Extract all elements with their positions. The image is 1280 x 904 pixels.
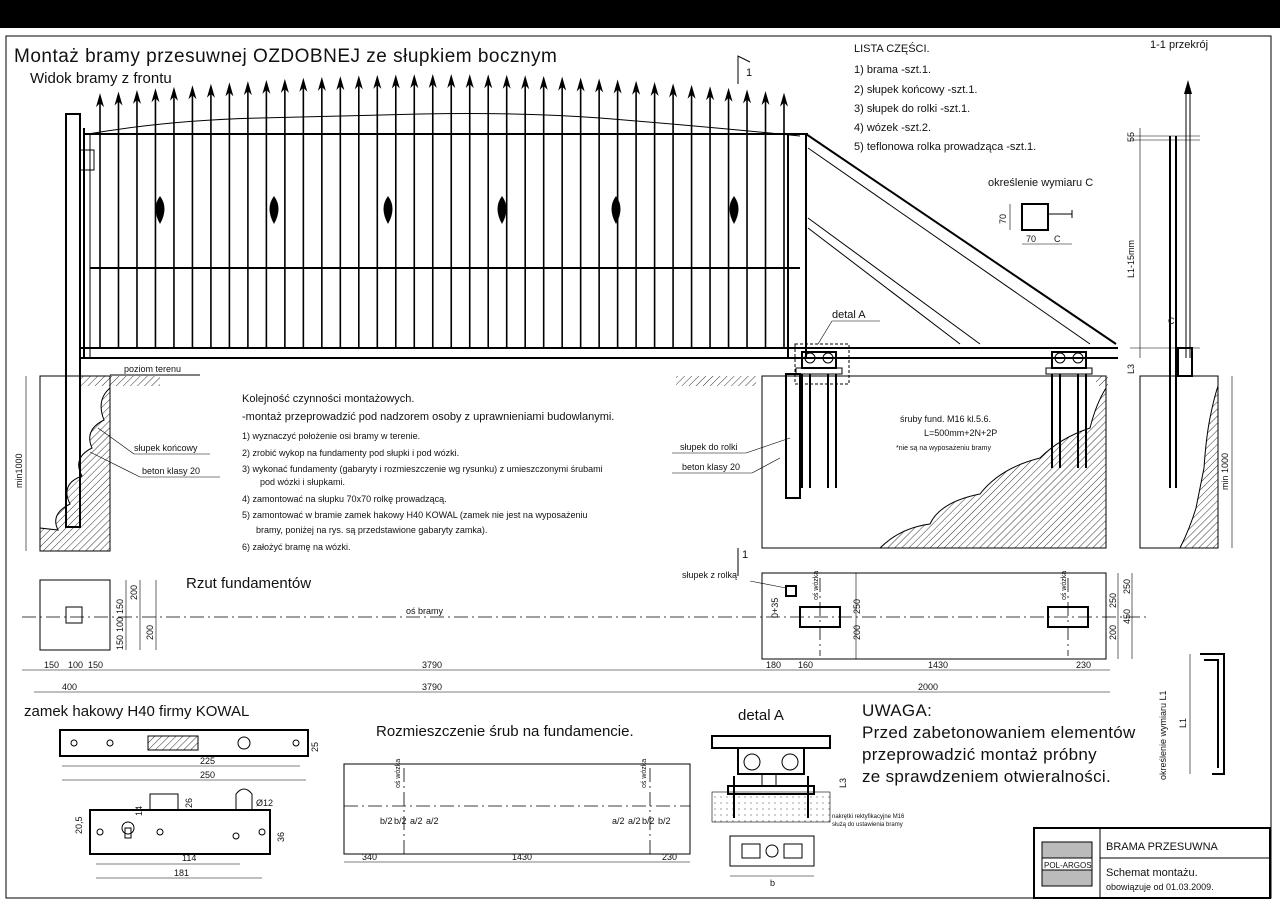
part-5: 5) teflonowa rolka prowadząca -szt.1. [854,141,1037,153]
ornament [730,196,739,224]
foundation-plan [22,570,1150,692]
dim-55: 55 [1126,131,1136,142]
lock-dim-225: 225 [200,756,216,766]
step-6: 6) założyć bramę na wózki. [242,542,351,552]
bolt-axis-1: oś wózka [395,758,402,788]
bolt-dim-0: 340 [362,852,378,862]
ornament [156,196,165,224]
ornament [498,196,507,224]
ornament [270,196,279,224]
dim-mid-v-0: 0+35 [770,597,780,618]
bolt-dim-1: 1430 [512,852,533,862]
step-4: 4) zamontować na słupku 70x70 rolkę prowadzącą. [242,494,447,504]
bolts-label-1: śruby fund. M16 kl.5.6. [900,414,992,424]
title-block [1034,828,1270,898]
dim-right-v-3: 450 [1122,608,1132,624]
dim-c-title: określenie wymiaru C [988,177,1094,189]
dim-mid-v-2: 200 [852,624,862,640]
detail-a-marker [795,344,849,384]
detail-note-2: służą do ustawienia bramy [832,822,903,828]
dim-right-v-1: 200 [1108,624,1118,640]
lock-drawing [24,703,320,878]
l1-detail-title: określenie wymiaru L1 [1158,690,1168,780]
step-2: 2) zrobić wykop na fundamenty pod słupki i pod wózki. [242,448,460,458]
gate-axis-label: oś bramy [406,606,444,616]
lock-dim-12: Ø12 [256,798,274,808]
bolt-r-2: b/2 [642,816,655,826]
warning-line-2: przeprowadzić montaż próbny [862,745,1097,764]
dim-row1-1: 100 [68,660,84,670]
ornament [384,196,393,224]
part-2: 2) słupek końcowy -szt.1. [854,84,978,96]
l1-detail [1158,654,1224,780]
part-4: 4) wózek -szt.2. [854,122,932,134]
dimension-c-detail [988,177,1093,244]
step-5b: bramy, poniżej na rys. są przedstawione gabaryty zamka). [256,525,488,535]
lock-dim-14: 14 [134,805,144,816]
assembly-steps [242,393,614,552]
bolt-l-1: b/2 [394,816,407,826]
dim-l3-section: L3 [1126,363,1136,374]
dim-row1-0: 150 [44,660,60,670]
detail-a-label: detal A [832,309,866,321]
dim-mid-v-1: 250 [852,598,862,614]
cross-section [1126,39,1232,548]
step-1: 1) wyznaczyć położenie osi bramy w terenie. [242,431,421,441]
foundation-right [672,309,1106,548]
warning-block [862,701,1136,786]
part-3: 3) słupek do rolki -szt.1. [854,103,971,115]
ornament [612,196,621,224]
ground-level-label: poziom terenu [124,364,182,374]
detail-l3: L3 [838,777,848,788]
step-3b: pod wózki i słupkami. [260,477,346,487]
dim-row2-2: 2000 [918,682,939,692]
section-label: 1-1 przekrój [1150,39,1209,51]
step-5: 5) zamontować w bramie zamek hakowy H40 KOWAL (zamek nie jest na wyposażeniu [242,510,588,520]
dim-row1-7: 230 [1076,660,1092,670]
steps-heading: Kolejność czynności montażowych. [242,393,415,405]
parts-list [854,42,1036,153]
part-1: 1) brama -szt.1. [854,64,932,76]
technical-drawing [0,28,1280,904]
stamp-line-2: obowiązuje od 01.03.2009. [1106,882,1214,892]
lock-title: zamek hakowy H40 firmy KOWAL [24,703,250,720]
lock-dim-25: 25 [310,741,320,752]
detail-b: b [770,878,776,888]
steps-sub: -montaż przeprowadzić pod nadzorem osoby z uprawnieniami budowlanymi. [242,411,615,423]
bolt-axis-2: oś wózka [641,758,648,788]
dim-right-v-0: 250 [1108,592,1118,608]
lock-dim-114: 114 [182,853,197,863]
dim-row1-6: 1430 [928,660,949,670]
bolt-l-3: a/2 [426,816,439,826]
dim-c-70-h: 70 [1026,234,1037,244]
drawing-title: Montaż bramy przesuwnej OZDOBNEJ ze słupkiem bocznym [14,46,558,67]
l1-label: L1 [1178,717,1188,728]
stamp-line-1: Schemat montażu. [1106,867,1198,879]
concrete-label-left: beton klasy 20 [142,466,201,476]
roller-post [786,374,800,498]
bolt-dim-2: 230 [662,852,678,862]
roller-post-label: słupek do rolki [680,442,738,452]
warning-heading: UWAGA: [862,701,933,720]
trolley-axis-1: oś wózka [813,570,820,600]
bolt-l-0: b/2 [380,816,393,826]
lock-dim-26: 26 [184,797,194,808]
dim-row2-1: 3790 [422,682,443,692]
dim-c-c: C [1054,234,1061,244]
end-post [66,114,80,527]
bolt-r-0: a/2 [612,816,625,826]
lock-dim-20-5: 20,5 [74,816,84,834]
roller-post-plan-label: słupek z rolką [682,570,738,580]
dim-row1-2: 150 [88,660,104,670]
gate-front-view [66,56,1118,576]
trolley-axis-2: oś wózka [1061,570,1068,600]
section-mark-number-bottom: 1 [742,549,749,561]
front-view-label: Widok bramy z frontu [30,70,172,87]
foundation-left [14,376,220,551]
plan-title: Rzut fundamentów [186,575,312,592]
min1000-left: min1000 [14,453,24,488]
dim-row1-3: 3790 [422,660,443,670]
stamp-name: BRAMA PRZESUWNA [1106,841,1218,853]
bolt-l-2: a/2 [410,816,423,826]
lock-dim-36: 36 [276,831,286,842]
detail-a-title: detal A [738,707,784,724]
ground [80,364,1108,386]
section-mark-number: 1 [746,67,753,79]
dim-left-v-2: 150 [115,598,125,614]
bolts-label-2: L=500mm+2N+2P [924,428,998,438]
dim-c-section: C [1168,316,1175,326]
min1000-right: min 1000 [1220,452,1230,490]
gate-bars [96,74,788,348]
dim-left-v-4: 200 [145,624,155,640]
bolt-layout-title: Rozmieszczenie śrub na fundamencie. [376,723,634,740]
bolt-r-1: a/2 [628,816,641,826]
warning-line-3: ze sprawdzeniem otwieralności. [862,767,1111,786]
dim-left-v-3: 200 [129,584,139,600]
concrete-label-right: beton klasy 20 [682,462,741,472]
end-post-label: słupek końcowy [134,443,198,453]
bolt-layout [344,723,690,862]
dim-right-v-2: 250 [1122,578,1132,594]
dim-l1-15: L1-15mm [1126,239,1136,278]
dim-c-70-v: 70 [998,213,1008,224]
step-3: 3) wykonać fundamenty (gabaryty i rozmieszczenie wg rysunku) z umieszczonymi śrubami [242,464,603,474]
gate-ornaments [156,196,739,224]
bolt-r-3: b/2 [658,816,671,826]
dim-row2-0: 400 [62,682,78,692]
parts-heading: LISTA CZĘŚCI. [854,43,930,55]
company-logo-text: POL-ARGOS [1044,861,1092,870]
lock-dim-250: 250 [200,770,216,780]
warning-line-1: Przed zabetonowaniem elementów [862,723,1136,742]
detail-note-1: nakrętki rektyfikacyjne M16 [832,814,905,820]
lock-box [80,150,94,170]
bolts-label-3: *nie są na wyposażeniu bramy [896,445,991,452]
dim-left-v-0: 150 [115,634,125,650]
dim-left-v-1: 100 [115,616,125,632]
lock-dim-181: 181 [174,868,190,878]
dim-row1-4: 180 [766,660,782,670]
drawing-sheet [0,28,1280,904]
dim-row1-5: 160 [798,660,814,670]
